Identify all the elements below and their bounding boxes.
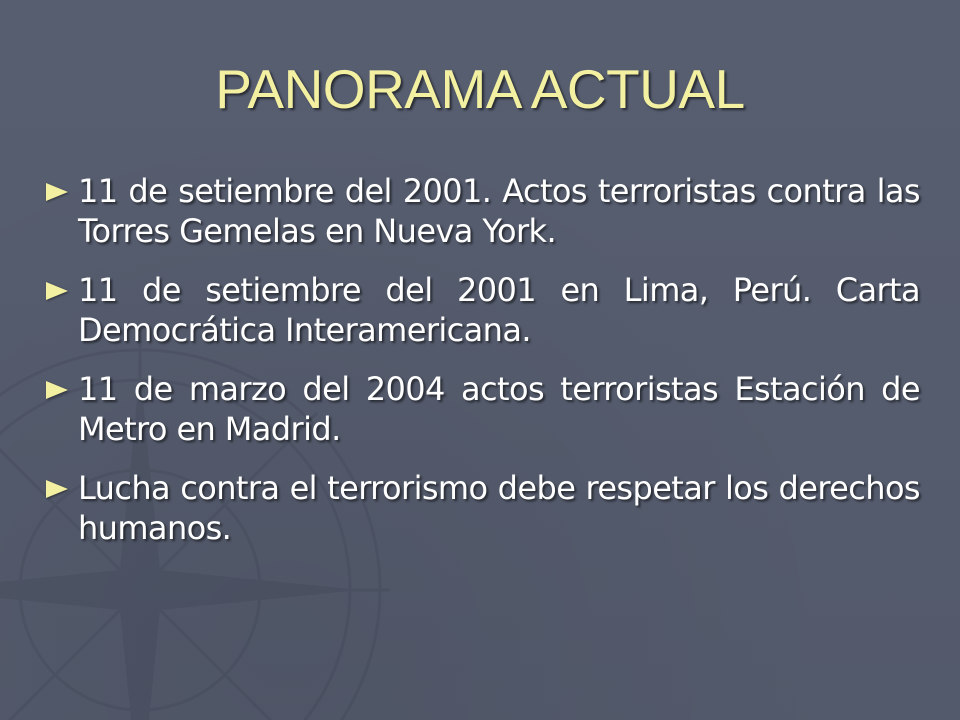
list-item <box>44 468 920 548</box>
triangle-right-icon <box>46 183 68 201</box>
bullet-text: 11 de marzo del 2004 actos terroristas Estación de Metro en Madrid. <box>78 370 920 448</box>
list-item <box>44 171 920 251</box>
triangle-right-icon <box>46 480 68 498</box>
triangle-right-icon <box>46 381 68 399</box>
list-item <box>44 369 920 449</box>
list-item <box>44 270 920 350</box>
bullet-text: 11 de setiembre del 2001. Actos terroristas contra las Torres Gemelas en Nueva York. <box>78 172 920 250</box>
bullet-list <box>44 171 920 567</box>
bullet-text: 11 de setiembre del 2001 en Lima, Perú. Carta Democrática Interamericana. <box>78 271 920 349</box>
bullet-text: Lucha contra el terrorismo debe respetar los derechos humanos. <box>78 469 920 547</box>
triangle-right-icon <box>46 282 68 300</box>
slide-title: PANORAMA ACTUAL <box>215 58 745 120</box>
